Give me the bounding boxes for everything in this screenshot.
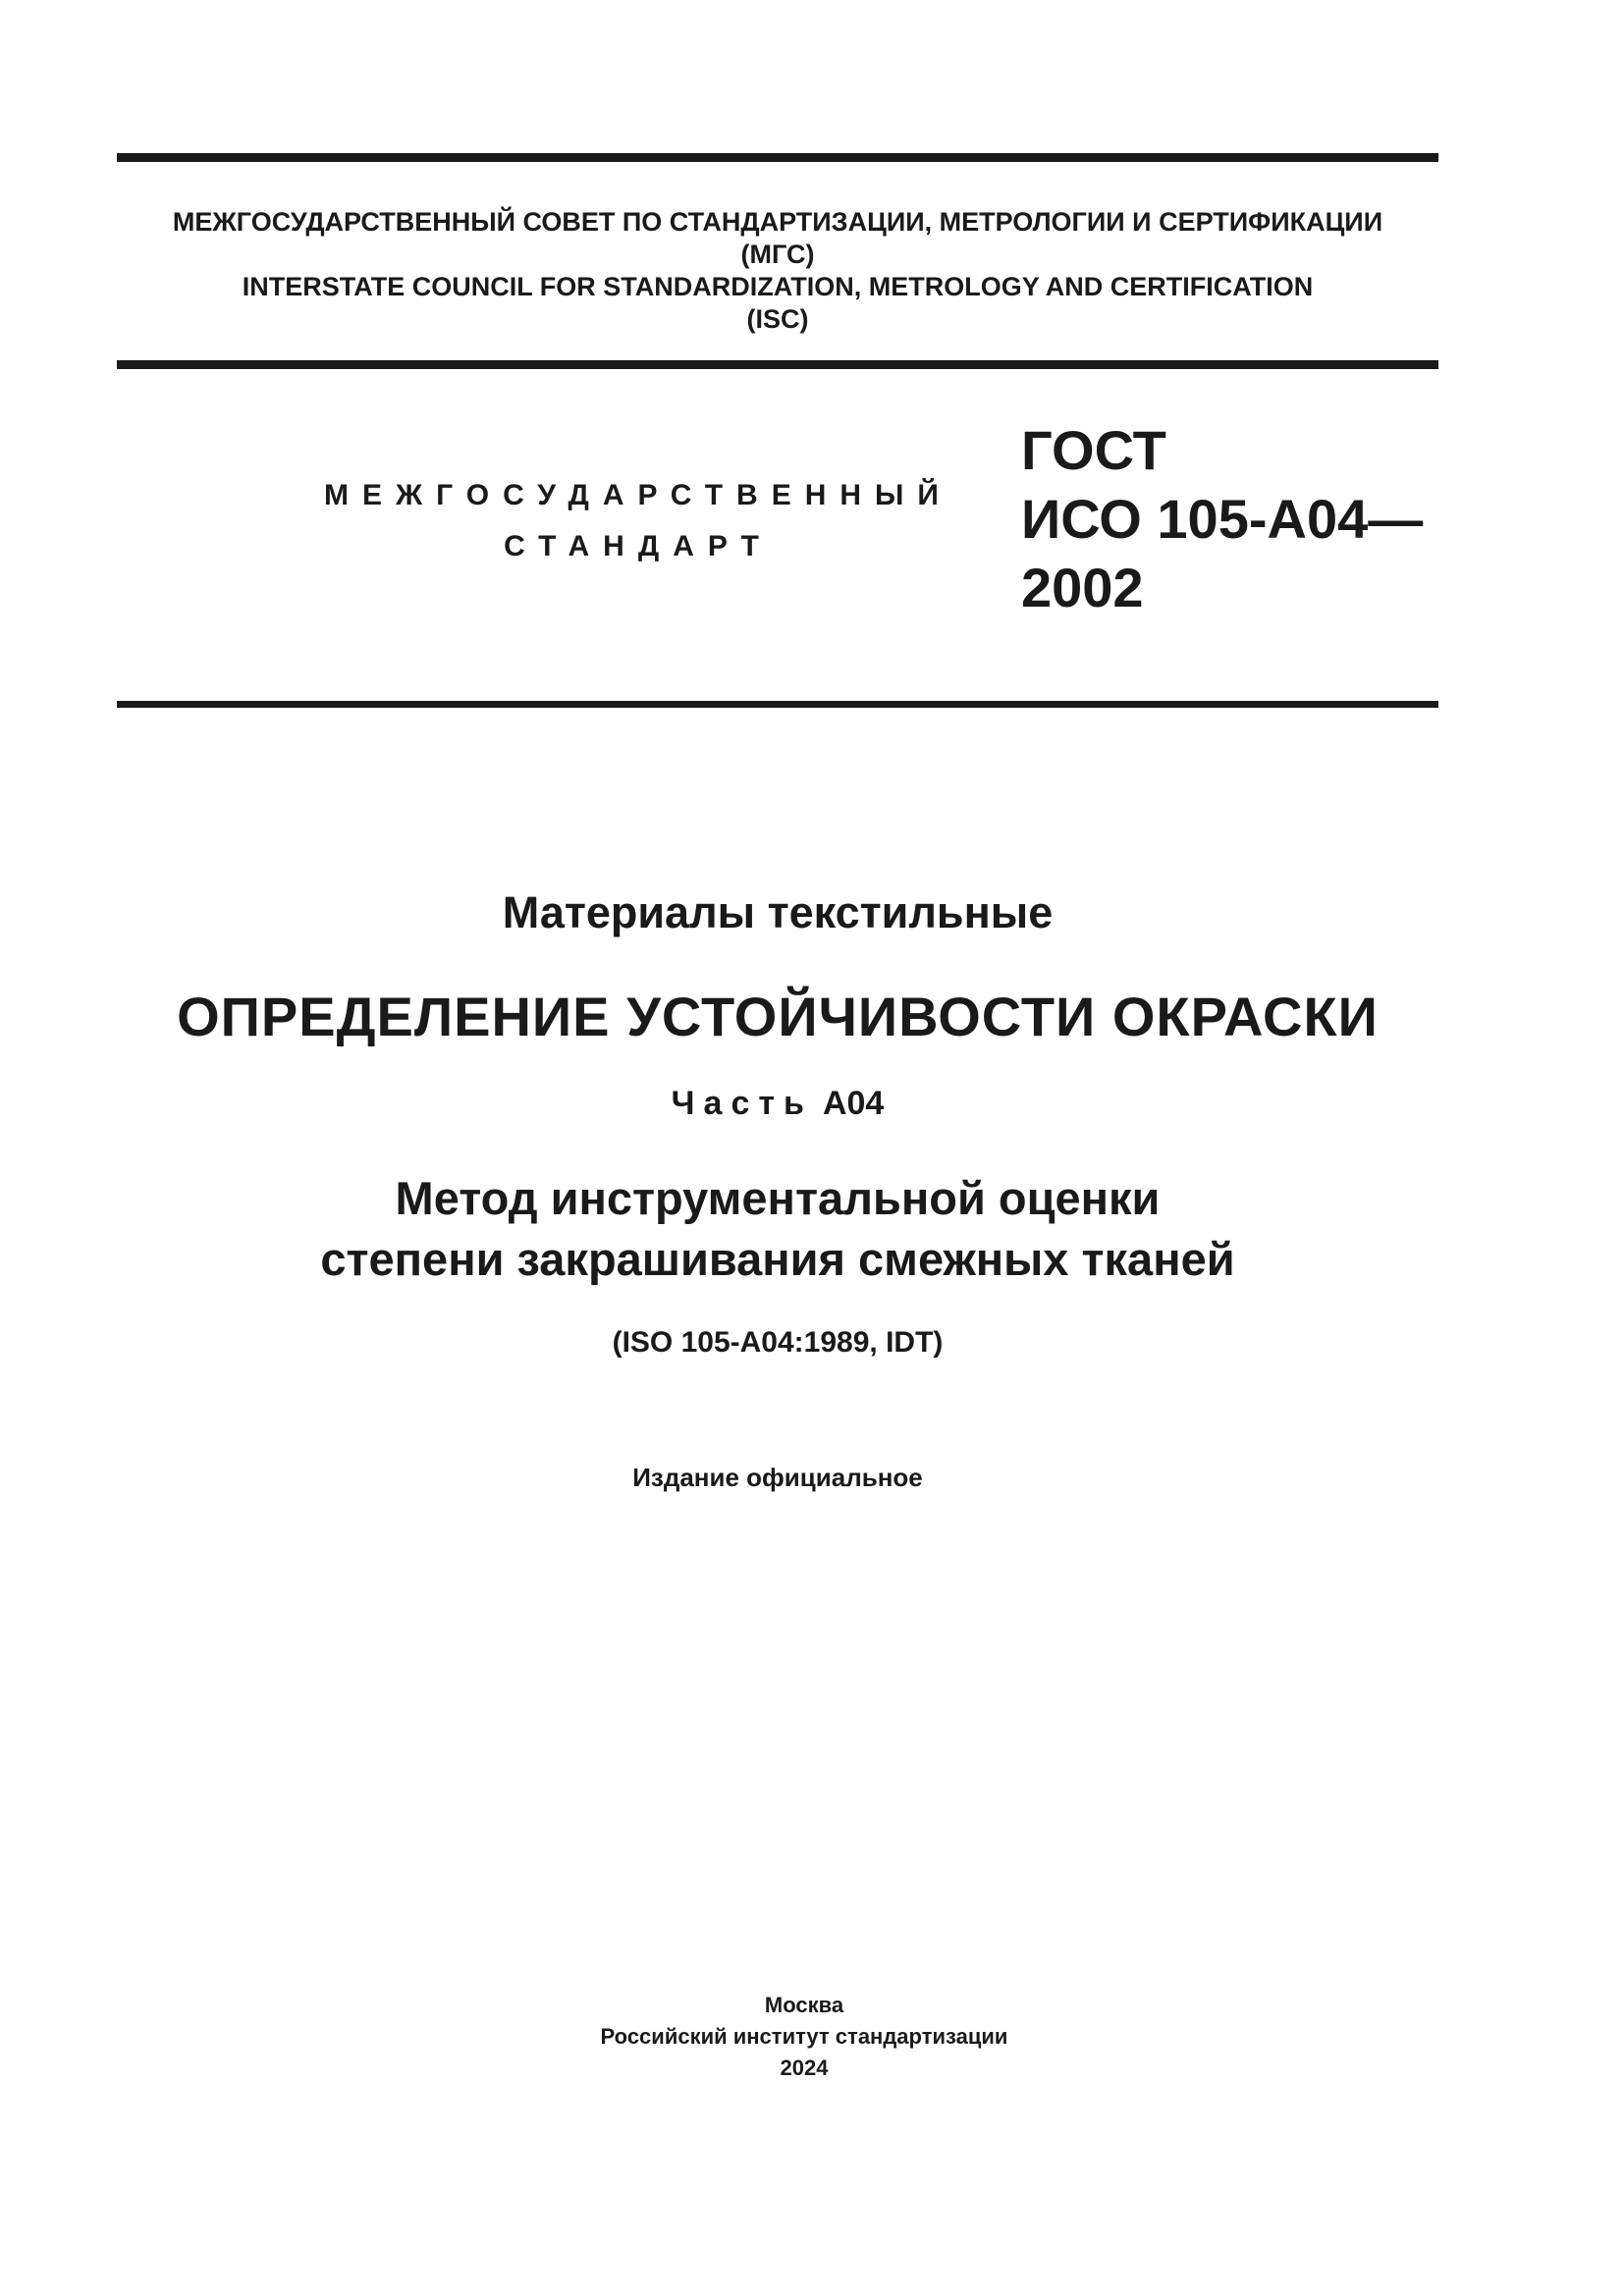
subtitle-line-2: степени закрашивания смежных тканей [320, 1233, 1235, 1285]
publisher-year: 2024 [780, 2056, 829, 2080]
iso-reference: (ISO 105-A04:1989, IDT) [612, 1326, 944, 1359]
council-header [117, 206, 1438, 336]
designation-line-2: ИСО 105-А04— [1021, 488, 1424, 550]
standard-type-line-2: СТАНДАРТ [504, 530, 773, 562]
designation-line-3: 2002 [1021, 557, 1144, 618]
council-abbr-ru: (МГС) [740, 240, 815, 269]
header-rule [117, 360, 1438, 369]
top-rule [117, 153, 1438, 162]
standard-type-line-1: МЕЖГОСУДАРСТВЕННЫЙ [324, 479, 952, 511]
document-title: ОПРЕДЕЛЕНИЕ УСТОЙЧИВОСТИ ОКРАСКИ [177, 986, 1379, 1047]
edition-note: Издание официальное [632, 1463, 923, 1492]
publisher-block [117, 1990, 1491, 2084]
part-code: А04 [822, 1085, 885, 1122]
subtitle-line-1: Метод инструментальной оценки [395, 1172, 1161, 1224]
document-subject: Материалы текстильные [502, 887, 1054, 937]
council-name-en: INTERSTATE COUNCIL FOR STANDARDIZATION, METROLOGY AND CERTIFICATION [242, 272, 1314, 301]
designation-rule [117, 701, 1438, 708]
publisher-organization: Российский институт стандартизации [600, 2024, 1008, 2049]
standard-type-label [295, 470, 982, 572]
publisher-city: Москва [764, 1993, 844, 2017]
document-part [117, 1082, 1438, 1125]
designation-line-1: ГОСТ [1021, 419, 1166, 481]
council-name-ru: МЕЖГОСУДАРСТВЕННЫЙ СОВЕТ ПО СТАНДАРТИЗАЦИИ, МЕТРОЛОГИИ И СЕРТИФИКАЦИИ [172, 207, 1383, 237]
part-word: Часть [671, 1085, 813, 1122]
council-abbr-en: (ISC) [746, 304, 809, 334]
standard-designation [1021, 416, 1423, 622]
document-subtitle [117, 1168, 1438, 1290]
